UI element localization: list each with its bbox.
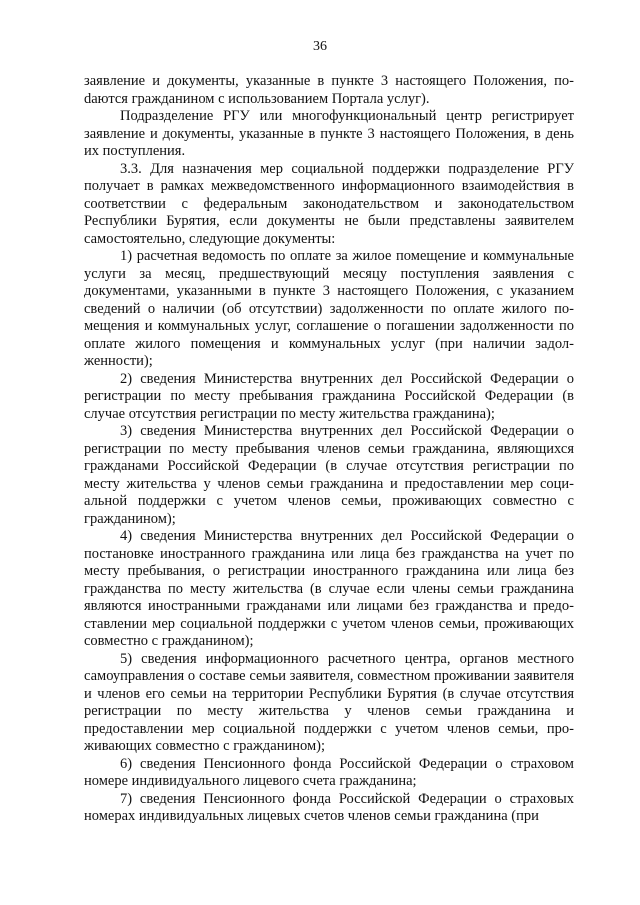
list-item-3: 3) сведения Министерства внутренних дел Российской Федерации о регистрации по месту пребывания членов семьи гражданина, являющихся гражданами Российской Федерации (в случае отсутствия регистрации по месту жительства у членов семьи гражданина и предоставлении мер социальной поддержки с учетом членов семьи, проживающих совместно с гражданином);	[84, 423, 574, 527]
paragraph-section-3-3: 3.3. Для назначения мер социальной поддержки подразделение РГУ получает в рамках межведомственного информационного взаимодействия в соответствии с федеральным законодательством и законодательством Республики Бурятия, если документы не были представлены заявителем самостоятельно, следующие документы:	[84, 160, 574, 247]
list-item-2: 2) сведения Министерства внутренних дел Российской Федерации о регистрации по месту пребывания гражданина Российской Федерации (в случае отсутствия регистрации по месту жительства гражданина);	[84, 370, 574, 422]
paragraph-registration: Подразделение РГУ или многофункциональный центр регистрирует заявление и документы, указанные в пункте 3 настоящего Положения, в день их поступления.	[84, 108, 574, 159]
list-item-6: 6) сведения Пенсионного фонда Российской Федерации о страховом номере индивидуального лицевого счета гражданина;	[84, 755, 574, 789]
page-number: 36	[313, 39, 327, 54]
paragraph-continuation: заявление и документы, указанные в пункте 3 настоящего Положения, поdаются гражданином с использованием Портала услуг).	[84, 73, 574, 107]
list-item-1: 1) расчетная ведомость по оплате за жилое помещение и коммунальные услуги за месяц, предшествующий месяцу поступления заявления с документами, указанными в пункте 3 настоящего Положения, с указанием сведений о наличии (об отсутствии) задолженности по оплате жилого помещения и коммунальных услуг, соглашение о погашении задолженности по оплате жилого помещения и коммунальных услуг (при наличии задолженности);	[84, 248, 574, 369]
document-body	[84, 73, 574, 826]
list-item-7: 7) сведения Пенсионного фонда Российской Федерации о страховых номерах индивидуальных лицевых счетов членов семьи гражданина (при	[84, 790, 574, 824]
list-item-5: 5) сведения информационного расчетного центра, органов местного самоуправления о составе семьи заявителя, совместном проживании заявителя и членов его семьи на территории Республики Бурятия (в случае отсутствия регистрации по месту жительства у членов семьи гражданина и предоставлении мер социальной поддержки с учетом членов семьи, проживающих совместно с гражданином);	[84, 650, 574, 754]
list-item-4: 4) сведения Министерства внутренних дел Российской Федерации о постановке иностранного гражданина или лица без гражданства на учет по месту пребывания, о регистрации иностранного гражданина или лица без гражданства по месту жительства (в случае если члены семьи гражданина являются иностранными гражданами или лицами без гражданства и предоставлении мер социальной поддержки с учетом членов семьи, проживающих совместно с гражданином);	[84, 528, 574, 649]
